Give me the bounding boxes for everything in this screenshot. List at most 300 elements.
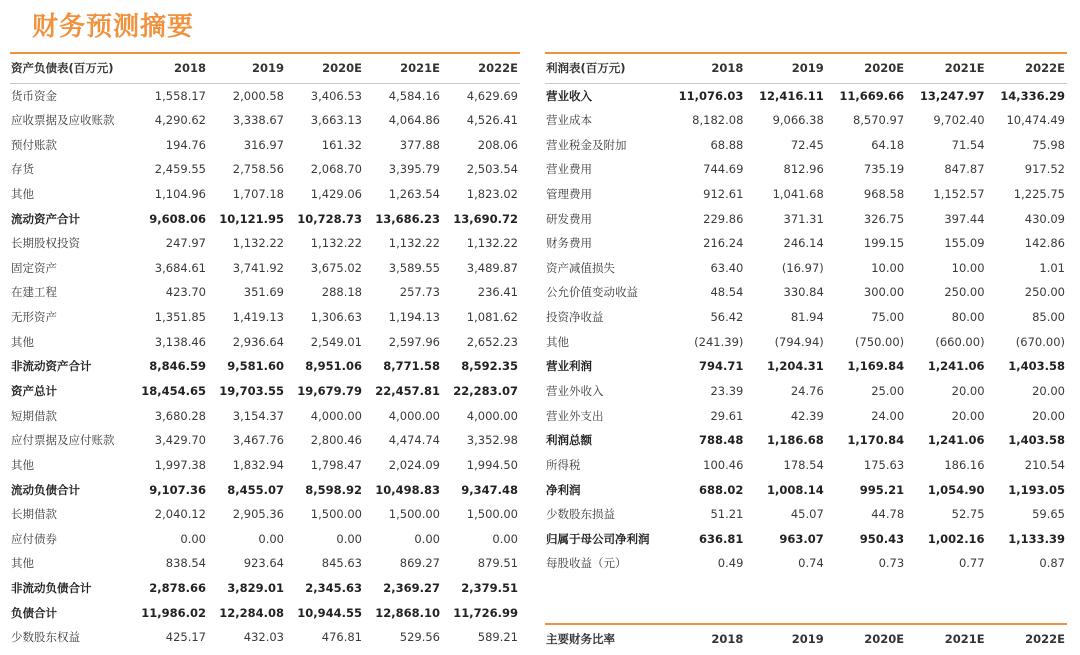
balance-sheet-cell: 1,500.00	[388, 507, 440, 522]
balance-sheet-cell: 9,581.60	[227, 359, 284, 374]
balance-sheet-cell: 316.97	[243, 137, 284, 152]
income-statement-cell: 9,066.38	[772, 112, 824, 127]
balance-sheet-cell: 18,454.65	[141, 384, 206, 398]
balance-sheet-cell: 1,997.38	[154, 457, 206, 472]
balance-sheet-cell: 1,132.22	[388, 236, 440, 251]
income-statement-row	[545, 108, 1067, 133]
balance-sheet-cell: 3,338.67	[232, 112, 284, 127]
balance-sheet-cell: 9,608.06	[149, 211, 206, 226]
balance-sheet-header-year: 2019	[208, 53, 286, 83]
balance-sheet-row-label: 应付债券	[11, 531, 57, 546]
balance-sheet-cell: 11,986.02	[141, 605, 206, 620]
balance-sheet-cell: 2,503.54	[466, 162, 518, 177]
income-statement-cell: 1,170.84	[847, 433, 905, 448]
balance-sheet-cell: 2,040.12	[154, 507, 206, 522]
balance-sheet-cell: 3,429.70	[154, 433, 206, 448]
balance-sheet-cell: 8,592.35	[461, 359, 518, 374]
balance-sheet-cell: 9,347.48	[461, 482, 518, 497]
balance-sheet-cell: 13,690.72	[453, 211, 518, 226]
balance-sheet-cell: 11,726.99	[453, 605, 518, 620]
balance-sheet-cell: 8,598.92	[305, 482, 362, 497]
balance-sheet-cell: 3,154.37	[232, 408, 284, 423]
income-statement-cell: (16.97)	[781, 260, 824, 275]
income-statement-header-year: 2022E	[987, 53, 1067, 83]
income-statement-header-year: 2020E	[826, 53, 906, 83]
balance-sheet-cell: 1,132.22	[310, 236, 362, 251]
income-statement-cell: 9,702.40	[933, 112, 985, 127]
balance-sheet-cell: 923.64	[243, 556, 284, 571]
income-statement-cell: 155.09	[944, 236, 985, 251]
income-statement-cell: 12,416.11	[759, 88, 824, 103]
balance-sheet-cell: 2,878.66	[149, 581, 206, 596]
ratios-header-year: 2022E	[987, 624, 1067, 652]
balance-sheet-header-row	[10, 53, 520, 83]
income-statement-cell: 42.39	[790, 408, 824, 423]
balance-sheet-cell: 1,994.50	[466, 457, 518, 472]
income-statement-cell: 85.00	[1032, 310, 1065, 325]
balance-sheet-row	[10, 157, 520, 182]
balance-sheet-cell: 869.27	[399, 556, 440, 571]
balance-sheet-cell: 529.56	[399, 630, 440, 645]
balance-sheet-cell: 0.00	[258, 531, 284, 546]
balance-sheet-row	[10, 206, 520, 231]
balance-sheet-row-label: 少数股东权益	[11, 630, 80, 645]
balance-sheet-cell: 1,558.17	[154, 88, 206, 103]
income-statement-cell: 735.19	[863, 162, 905, 177]
income-statement-row	[545, 231, 1067, 256]
income-statement-row	[545, 527, 1067, 552]
balance-sheet-cell: 3,663.13	[310, 112, 362, 127]
balance-sheet-cell: 2,345.63	[305, 581, 362, 596]
income-statement-cell: 75.98	[1032, 137, 1065, 152]
income-statement-row-label: 其他	[546, 334, 569, 349]
income-statement-cell: 744.69	[703, 162, 744, 177]
income-statement-cell: 24.00	[871, 408, 905, 423]
income-statement-cell: 13,247.97	[919, 88, 985, 103]
balance-sheet-row-label: 非流动负债合计	[11, 581, 92, 596]
balance-sheet-cell: 838.54	[165, 556, 206, 571]
balance-sheet-cell: 4,584.16	[388, 88, 440, 103]
balance-sheet-cell: 0.00	[414, 531, 440, 546]
income-statement-row-label: 营业外收入	[546, 384, 604, 398]
balance-sheet-cell: 0.00	[336, 531, 362, 546]
income-statement-cell: 216.24	[703, 236, 744, 251]
income-statement-cell: 20.00	[1032, 384, 1065, 398]
income-statement-cell: 300.00	[863, 285, 905, 300]
balance-sheet-row-label: 货币资金	[11, 88, 57, 103]
balance-sheet-cell: 2,549.01	[310, 334, 362, 349]
income-statement-cell: 397.44	[944, 211, 985, 226]
balance-sheet-row-label: 应收票据及应收账款	[11, 112, 115, 127]
balance-sheet-cell: 8,951.06	[305, 359, 362, 374]
balance-sheet-row	[10, 502, 520, 527]
balance-sheet-header-year: 2018	[130, 53, 208, 83]
balance-sheet-cell: 1,429.06	[310, 186, 362, 201]
balance-sheet-row-label: 应付票据及应付账款	[11, 433, 115, 448]
income-statement-cell: 788.48	[699, 433, 744, 448]
balance-sheet-cell: 257.73	[399, 285, 440, 300]
income-statement-cell: 0.87	[1039, 556, 1065, 571]
balance-sheet-row	[10, 403, 520, 428]
income-statement-cell: 1,002.16	[927, 531, 985, 546]
balance-sheet-cell: 3,829.01	[227, 581, 284, 596]
balance-sheet-row-label: 其他	[11, 556, 34, 571]
income-statement-cell: 20.00	[951, 384, 985, 398]
income-statement-row	[545, 206, 1067, 231]
balance-sheet-row-label: 流动资产合计	[11, 211, 80, 226]
balance-sheet-row	[10, 477, 520, 502]
income-statement-cell: 10.00	[951, 260, 985, 275]
balance-sheet-row-label: 资产总计	[11, 384, 57, 398]
balance-sheet-cell: 3,675.02	[310, 260, 362, 275]
balance-sheet-row-label: 其他	[11, 457, 34, 472]
income-statement-row-label: 每股收益（元）	[546, 556, 627, 571]
income-statement-cell: 1,008.14	[767, 482, 824, 497]
page-title: 财务预测摘要	[32, 12, 195, 42]
balance-sheet-cell: 1,798.47	[310, 457, 362, 472]
income-statement-header-year: 2018	[665, 53, 745, 83]
income-statement-cell: 1,054.90	[927, 482, 985, 497]
balance-sheet-cell: 3,395.79	[388, 162, 440, 177]
balance-sheet-header-year: 2021E	[364, 53, 442, 83]
income-statement-cell: 20.00	[951, 408, 985, 423]
balance-sheet-cell: 161.32	[321, 137, 362, 152]
income-statement-row	[545, 502, 1067, 527]
balance-sheet-cell: 3,741.92	[232, 260, 284, 275]
ratios-header-year: 2018	[665, 624, 745, 652]
income-statement-cell: 968.58	[863, 186, 905, 201]
income-statement-row-label: 归属于母公司净利润	[546, 531, 650, 546]
income-statement-cell: 1,152.57	[933, 186, 985, 201]
balance-sheet-header-year: 2022E	[442, 53, 520, 83]
income-statement-cell: 71.54	[951, 137, 985, 152]
income-statement-cell: 178.54	[783, 457, 824, 472]
income-statement-cell: 20.00	[1032, 408, 1065, 423]
balance-sheet-cell: 208.06	[477, 137, 518, 152]
balance-sheet-cell: 1,832.94	[232, 457, 284, 472]
income-statement-row	[545, 403, 1067, 428]
balance-sheet-cell: 288.18	[321, 285, 362, 300]
balance-sheet-cell: 22,457.81	[375, 384, 440, 398]
income-statement-header-label: 利润表(百万元)	[545, 53, 665, 83]
balance-sheet-cell: 377.88	[399, 137, 440, 152]
income-statement-row	[545, 477, 1067, 502]
income-statement-row-label: 营业利润	[546, 359, 592, 374]
income-statement-row-label: 营业税金及附加	[546, 137, 627, 152]
balance-sheet-cell: 4,526.41	[466, 112, 518, 127]
income-statement-cell: 917.52	[1024, 162, 1065, 177]
income-statement-cell: 1,186.68	[767, 433, 824, 448]
balance-sheet-row	[10, 379, 520, 404]
balance-sheet-cell: 2,905.36	[232, 507, 284, 522]
income-statement-cell: 963.07	[779, 531, 824, 546]
income-statement-cell: 52.75	[951, 507, 985, 522]
balance-sheet-cell: 1,823.02	[466, 186, 518, 201]
balance-sheet-cell: 2,652.23	[466, 334, 518, 349]
ratios-header-label: 主要财务比率	[545, 624, 665, 652]
income-statement-cell: 950.43	[859, 531, 905, 546]
balance-sheet-cell: 4,000.00	[466, 408, 518, 423]
income-statement-cell: 81.94	[790, 310, 824, 325]
income-statement-row-label: 财务费用	[546, 236, 592, 251]
income-statement-cell: 68.88	[710, 137, 744, 152]
income-statement-row	[545, 453, 1067, 478]
income-statement-cell: 44.78	[871, 507, 905, 522]
income-statement-row-label: 少数股东损益	[546, 507, 615, 522]
income-statement-cell: 326.75	[863, 211, 905, 226]
balance-sheet-row-label: 长期借款	[11, 507, 57, 522]
ratios-header-row	[545, 624, 1067, 652]
income-statement-cell: 45.07	[790, 507, 824, 522]
income-statement-cell: 1,241.06	[927, 359, 985, 374]
balance-sheet-row-label: 固定资产	[11, 260, 57, 275]
income-statement-cell: 199.15	[863, 236, 905, 251]
income-statement-row	[545, 379, 1067, 404]
balance-sheet-cell: 9,107.36	[149, 482, 206, 497]
balance-sheet-row	[10, 108, 520, 133]
income-statement-cell: 1,403.58	[1008, 433, 1065, 448]
ratios-header-year: 2019	[745, 624, 825, 652]
balance-sheet-cell: 13,686.23	[375, 211, 440, 226]
balance-sheet-cell: 236.41	[477, 285, 518, 300]
income-statement-row	[545, 182, 1067, 207]
income-statement-row-label: 所得税	[546, 457, 581, 472]
balance-sheet-cell: 1,500.00	[310, 507, 362, 522]
income-statement-row-label: 净利润	[546, 482, 581, 497]
income-statement-cell: 847.87	[944, 162, 985, 177]
income-statement-cell: 688.02	[699, 482, 744, 497]
balance-sheet-row	[10, 305, 520, 330]
balance-sheet-cell: 10,728.73	[297, 211, 362, 226]
balance-sheet-cell: 425.17	[165, 630, 206, 645]
balance-sheet-cell: 0.00	[180, 531, 206, 546]
income-statement-row	[545, 255, 1067, 280]
income-statement-cell: 56.42	[710, 310, 744, 325]
income-statement-row	[545, 157, 1067, 182]
balance-sheet-header-label: 资产负债表(百万元)	[10, 53, 130, 83]
balance-sheet-cell: 1,081.62	[466, 310, 518, 325]
balance-sheet-cell: 1,707.18	[232, 186, 284, 201]
income-statement-cell: 246.14	[783, 236, 824, 251]
balance-sheet-row	[10, 354, 520, 379]
income-statement-cell: 995.21	[859, 482, 905, 497]
balance-sheet-cell: 12,868.10	[375, 605, 440, 620]
income-statement-cell: 11,669.66	[839, 88, 905, 103]
income-statement-cell: 1,204.31	[767, 359, 824, 374]
balance-sheet-row-label: 负债合计	[11, 605, 57, 620]
balance-sheet-cell: 3,489.87	[466, 260, 518, 275]
balance-sheet-cell: 2,379.51	[461, 581, 518, 596]
balance-sheet-cell: 19,703.55	[219, 384, 284, 398]
balance-sheet-row	[10, 576, 520, 601]
balance-sheet-cell: 10,498.83	[375, 482, 440, 497]
balance-sheet-cell: 10,121.95	[219, 211, 284, 226]
income-statement-cell: 75.00	[871, 310, 905, 325]
income-statement-cell: 29.61	[710, 408, 744, 423]
income-statement-cell: 48.54	[710, 285, 744, 300]
balance-sheet-cell: 247.97	[165, 236, 206, 251]
balance-sheet-cell: 2,936.64	[232, 334, 284, 349]
balance-sheet-cell: 1,104.96	[154, 186, 206, 201]
balance-sheet-cell: 1,263.54	[388, 186, 440, 201]
income-statement-cell: 1,225.75	[1013, 186, 1065, 201]
balance-sheet-cell: 4,000.00	[310, 408, 362, 423]
income-statement-row	[545, 83, 1067, 108]
balance-sheet-cell: 19,679.79	[297, 384, 362, 398]
income-statement-row-label: 营业外支出	[546, 408, 604, 423]
balance-sheet-header-year: 2020E	[286, 53, 364, 83]
income-statement-cell: 14,336.29	[1000, 88, 1065, 103]
balance-sheet-cell: 2,597.96	[388, 334, 440, 349]
financial-ratios-header	[545, 623, 1067, 652]
ratios-header-year: 2020E	[826, 624, 906, 652]
balance-sheet-cell: 423.70	[165, 285, 206, 300]
income-statement-row-label: 研发费用	[546, 211, 592, 226]
balance-sheet-cell: 589.21	[477, 630, 518, 645]
balance-sheet-row	[10, 453, 520, 478]
balance-sheet-cell: 8,846.59	[149, 359, 206, 374]
income-statement-row-label: 营业成本	[546, 112, 592, 127]
income-statement-table	[545, 52, 1067, 576]
balance-sheet-cell: 8,455.07	[227, 482, 284, 497]
income-statement-header-year: 2019	[745, 53, 825, 83]
balance-sheet-cell: 2,369.27	[383, 581, 440, 596]
balance-sheet-row	[10, 280, 520, 305]
income-statement-row	[545, 280, 1067, 305]
income-statement-cell: 1,241.06	[927, 433, 985, 448]
balance-sheet-row	[10, 132, 520, 157]
income-statement-cell: 1,041.68	[772, 186, 824, 201]
income-statement-cell: 636.81	[699, 531, 744, 546]
balance-sheet-cell: 3,138.46	[154, 334, 206, 349]
income-statement-row	[545, 354, 1067, 379]
balance-sheet-row	[10, 600, 520, 625]
balance-sheet-cell: 351.69	[243, 285, 284, 300]
income-statement-row-label: 营业费用	[546, 162, 592, 177]
balance-sheet-cell: 3,352.98	[466, 433, 518, 448]
balance-sheet-row	[10, 182, 520, 207]
income-statement-cell: (670.00)	[1015, 334, 1065, 349]
balance-sheet-table	[10, 52, 520, 650]
balance-sheet-cell: 194.76	[165, 137, 206, 152]
balance-sheet-cell: 4,064.86	[388, 112, 440, 127]
balance-sheet-cell: 3,589.55	[388, 260, 440, 275]
balance-sheet-cell: 2,000.58	[232, 88, 284, 103]
income-statement-cell: 1,169.84	[847, 359, 905, 374]
income-statement-cell: (794.94)	[774, 334, 824, 349]
income-statement-cell: 1,133.39	[1008, 531, 1065, 546]
income-statement-cell: 64.18	[871, 137, 905, 152]
balance-sheet-cell: 4,000.00	[388, 408, 440, 423]
balance-sheet-cell: 22,283.07	[453, 384, 518, 398]
income-statement-header-row	[545, 53, 1067, 83]
balance-sheet-row	[10, 527, 520, 552]
balance-sheet-cell: 1,419.13	[232, 310, 284, 325]
balance-sheet-row-label: 非流动资产合计	[11, 359, 92, 374]
income-statement-cell: (660.00)	[935, 334, 985, 349]
income-statement-cell: 51.21	[710, 507, 744, 522]
balance-sheet-cell: 1,132.22	[466, 236, 518, 251]
income-statement-cell: 72.45	[790, 137, 824, 152]
balance-sheet-row	[10, 255, 520, 280]
income-statement-row-label: 投资净收益	[546, 310, 604, 325]
income-statement-cell: (750.00)	[854, 334, 905, 349]
income-statement-cell: 1,403.58	[1008, 359, 1065, 374]
balance-sheet-row-label: 流动负债合计	[11, 482, 80, 497]
income-statement-cell: 24.76	[790, 384, 824, 398]
income-statement-cell: 250.00	[944, 285, 985, 300]
income-statement-row	[545, 132, 1067, 157]
balance-sheet-cell: 4,629.69	[466, 88, 518, 103]
income-statement-cell: 8,570.97	[852, 112, 905, 127]
balance-sheet-cell: 2,800.46	[310, 433, 362, 448]
balance-sheet-cell: 3,406.53	[310, 88, 362, 103]
balance-sheet-cell: 845.63	[321, 556, 362, 571]
income-statement-row	[545, 551, 1067, 576]
income-statement-cell: 80.00	[951, 310, 985, 325]
balance-sheet-row-label: 存货	[11, 162, 34, 177]
income-statement-row-label: 资产减值损失	[546, 260, 615, 275]
balance-sheet-cell: 4,474.74	[388, 433, 440, 448]
income-statement-cell: 330.84	[783, 285, 824, 300]
income-statement-cell: 1.01	[1039, 260, 1065, 275]
income-statement-cell: 10,474.49	[1006, 112, 1065, 127]
balance-sheet-row-label: 无形资产	[11, 310, 57, 325]
income-statement-cell: 11,076.03	[678, 88, 744, 103]
income-statement-cell: 175.63	[863, 457, 905, 472]
balance-sheet-row	[10, 231, 520, 256]
balance-sheet-row	[10, 329, 520, 354]
income-statement-cell: 186.16	[944, 457, 985, 472]
balance-sheet-row-label: 预付账款	[11, 137, 57, 152]
income-statement-cell: 63.40	[710, 260, 744, 275]
income-statement-row-label: 营业收入	[546, 88, 592, 103]
income-statement-cell: 10.00	[871, 260, 905, 275]
balance-sheet-row-label: 其他	[11, 186, 34, 201]
balance-sheet-row	[10, 83, 520, 108]
income-statement-cell: 912.61	[703, 186, 744, 201]
balance-sheet-cell: 2,068.70	[310, 162, 362, 177]
balance-sheet-row-label: 其他	[11, 334, 34, 349]
balance-sheet-cell: 10,944.55	[297, 605, 362, 620]
income-statement-cell: 142.86	[1024, 236, 1065, 251]
balance-sheet-cell: 1,132.22	[232, 236, 284, 251]
income-statement-cell: 1,193.05	[1008, 482, 1065, 497]
balance-sheet-cell: 476.81	[321, 630, 362, 645]
income-statement-cell: (241.39)	[694, 334, 744, 349]
balance-sheet-cell: 432.03	[243, 630, 284, 645]
balance-sheet-cell: 4,290.62	[154, 112, 206, 127]
income-statement-cell: 250.00	[1024, 285, 1065, 300]
income-statement-row-label: 利润总额	[546, 433, 592, 448]
income-statement-cell: 0.74	[798, 556, 824, 571]
balance-sheet-cell: 2,024.09	[388, 457, 440, 472]
income-statement-cell: 8,182.08	[692, 112, 744, 127]
income-statement-row-label: 公允价值变动收益	[546, 285, 638, 300]
income-statement-cell: 59.65	[1032, 507, 1065, 522]
income-statement-cell: 229.86	[703, 211, 744, 226]
ratios-header-year: 2021E	[906, 624, 986, 652]
balance-sheet-row-label: 长期股权投资	[11, 236, 80, 251]
income-statement-cell: 430.09	[1024, 211, 1065, 226]
income-statement-row	[545, 305, 1067, 330]
balance-sheet-row	[10, 551, 520, 576]
balance-sheet-cell: 1,306.63	[310, 310, 362, 325]
income-statement-cell: 23.39	[710, 384, 744, 398]
income-statement-row-label: 管理费用	[546, 186, 592, 201]
income-statement-row	[545, 329, 1067, 354]
balance-sheet-cell: 1,194.13	[388, 310, 440, 325]
